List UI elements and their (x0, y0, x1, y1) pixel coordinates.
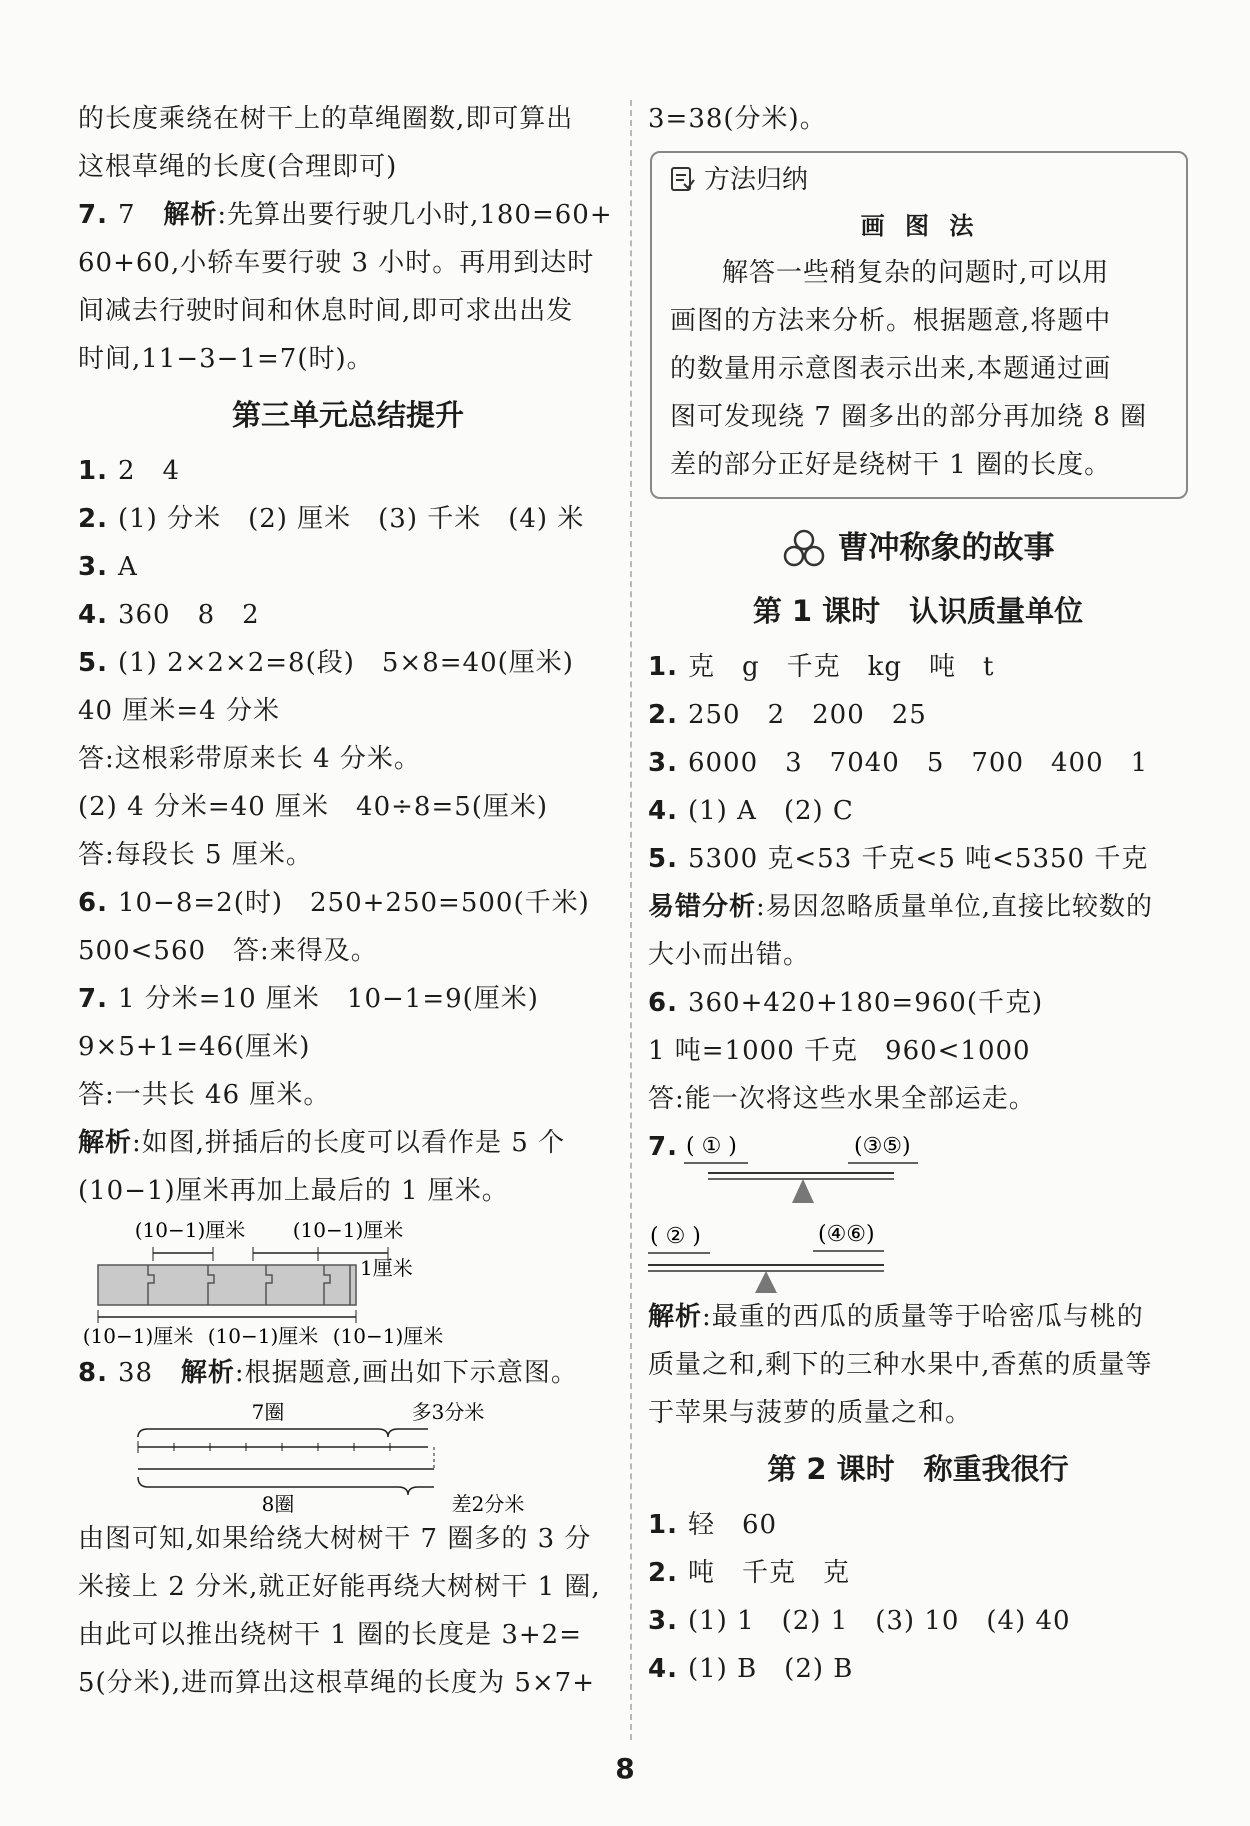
answer-6 (78, 879, 618, 927)
answer: 7 (117, 200, 136, 230)
text-line: 这根草绳的长度(合理即可) (78, 152, 398, 182)
analysis-text: :先算出要行驶几小时,180=60+ (217, 200, 613, 230)
answer-8 (78, 1349, 618, 1397)
scale-figures (648, 1123, 948, 1293)
box-title: 画 图 法 (860, 212, 980, 240)
answer-text: (1) B (2) B (687, 1654, 854, 1684)
balance-scales (648, 1123, 1188, 1293)
answer-4 (648, 787, 1188, 835)
error-analysis-label: 易错分析 (648, 892, 757, 922)
answer-3 (78, 543, 618, 591)
answer-text: (1) 1 (2) 1 (3) 10 (4) 40 (687, 1606, 1071, 1636)
answer-6 (648, 979, 1188, 1027)
analysis-label: 解析 (648, 1302, 703, 1332)
answer-2 (78, 495, 618, 543)
left-column (78, 95, 618, 1707)
analysis-text: :如图,拼插后的长度可以看作是 5 个 (132, 1128, 566, 1158)
question-number: 8. (78, 1358, 108, 1388)
answer-text: 10−8=2(时) 250+250=500(千米) (117, 888, 590, 918)
question-7 (78, 191, 618, 239)
text-line: 1 吨=1000 千克 960<1000 (648, 1036, 1031, 1066)
answer-text: A (117, 552, 138, 582)
text-line: 答:能一次将这些水果全部运走。 (648, 1084, 1036, 1114)
story-title-text: 曹冲称象的故事 (837, 530, 1055, 566)
question-number: 3. (648, 1606, 678, 1636)
answer-text: (1) A (2) C (687, 796, 854, 826)
answer-text: 6000 3 7040 5 700 400 1 (687, 748, 1149, 778)
story-title (648, 517, 1188, 579)
question-number: 1. (648, 652, 678, 682)
question-number: 4. (648, 1654, 678, 1684)
scale1-left: ( ① ) (686, 1134, 737, 1159)
answer-3 (648, 739, 1188, 787)
question-number: 7. (648, 1132, 678, 1162)
bottom-label: (10−1)厘米 (82, 1324, 194, 1348)
analysis (78, 1119, 618, 1167)
text-line: 的数量用示意图表示出来,本题通过画 (670, 354, 1112, 384)
question-number: 3. (78, 552, 108, 582)
bottom-label: (10−1)厘米 (207, 1324, 319, 1348)
top-label: 多3分米 (411, 1400, 485, 1424)
answer-text: 5300 克<53 千克<5 吨<5350 千克 (687, 844, 1149, 874)
question-number: 2. (648, 700, 678, 730)
answer-4 (648, 1645, 1188, 1693)
lesson-title: 第 1 课时 认识质量单位 (752, 594, 1084, 628)
analysis-text: :最重的西瓜的质量等于哈密瓜与桃的 (702, 1302, 1144, 1332)
analysis-text: :根据题意,画出如下示意图。 (234, 1358, 578, 1388)
answer-5 (78, 639, 618, 687)
analysis-label: 解析 (163, 200, 218, 230)
text-line: 40 厘米=4 分米 (78, 696, 280, 726)
answer-1 (648, 643, 1188, 691)
text-line: 的长度乘绕在树干上的草绳圈数,即可算出 (78, 104, 574, 134)
question-number: 6. (78, 888, 108, 918)
analysis-label: 解析 (78, 1128, 133, 1158)
text-line: 米接上 2 分米,就正好能再绕大树树干 1 圈, (78, 1572, 601, 1602)
answer-text: 360 8 2 (117, 600, 260, 630)
text-line: 答:这根彩带原来长 4 分米。 (78, 744, 421, 774)
scale1-right: (③⑤) (854, 1134, 911, 1159)
question-number: 6. (648, 988, 678, 1018)
text-line: 500<560 答:来得及。 (78, 936, 378, 966)
question-number: 5. (78, 648, 108, 678)
answer-text: 360+420+180=960(千克) (687, 988, 1044, 1018)
text-line: (10−1)厘米再加上最后的 1 厘米。 (78, 1176, 509, 1206)
bottom-label: 差2分米 (451, 1492, 525, 1516)
text-line: 画图的方法来分析。根据题意,将题中 (670, 306, 1112, 336)
answer-2 (648, 1549, 1188, 1597)
scale1-fulcrum (792, 1179, 814, 1203)
page-number: 8 (615, 1752, 635, 1785)
answer-text: (1) 分米 (2) 厘米 (3) 千米 (4) 米 (117, 504, 585, 534)
question-number: 5. (648, 844, 678, 874)
error-analysis-text: :易因忽略质量单位,直接比较数的 (756, 892, 1154, 922)
method-summary-box (650, 151, 1188, 499)
top-label: 7圈 (251, 1400, 285, 1424)
scale2-fulcrum (755, 1271, 777, 1293)
text-line: 由图可知,如果给绕大树树干 7 圈多的 3 分 (78, 1524, 592, 1554)
answer-text: (1) 2×2×2=8(段) 5×8=40(厘米) (117, 648, 574, 678)
answer: 38 (117, 1358, 154, 1388)
question-number: 2. (648, 1558, 678, 1588)
text-line: 3=38(分米)。 (648, 104, 827, 134)
bottom-label: 8圈 (261, 1492, 295, 1516)
question-number: 4. (78, 600, 108, 630)
lesson-title: 第 2 课时 称重我很行 (767, 1452, 1069, 1486)
scale2-right: (④⑥) (818, 1222, 875, 1247)
answer-text: 250 2 200 25 (687, 700, 927, 730)
rope-diagram (138, 1397, 558, 1515)
scale2-left: ( ② ) (650, 1224, 701, 1249)
question-number: 7. (78, 984, 108, 1014)
question-number: 7. (78, 200, 108, 230)
answer-4 (78, 591, 618, 639)
text-line: 图可发现绕 7 圈多出的部分再加绕 8 圈 (670, 402, 1148, 432)
text-line: 大小而出错。 (648, 940, 811, 970)
column-divider (630, 100, 632, 1740)
box-heading (670, 157, 1170, 203)
box-heading-text: 方法归纳 (704, 165, 809, 195)
text-line: 5(分米),进而算出这根草绳的长度为 5×7+ (78, 1668, 596, 1698)
question-number: 1. (78, 456, 108, 486)
answer-text: 2 4 (117, 456, 181, 486)
analysis (648, 1293, 1188, 1341)
bottom-label: (10−1)厘米 (332, 1324, 444, 1348)
top-label: (10−1)厘米 (134, 1218, 246, 1242)
text-line: 质量之和,剩下的三种水果中,香蕉的质量等 (648, 1350, 1153, 1380)
text-line: 时间,11−3−1=7(时)。 (78, 344, 374, 374)
text-line: 答:每段长 5 厘米。 (78, 840, 313, 870)
text-line: 60+60,小轿车要行驶 3 小时。再用到达时 (78, 248, 595, 278)
answer-3 (648, 1597, 1188, 1645)
answer-text: 1 分米=10 厘米 10−1=9(厘米) (117, 984, 539, 1014)
question-number: 4. (648, 796, 678, 826)
question-number: 3. (648, 748, 678, 778)
text-line: 9×5+1=46(厘米) (78, 1032, 311, 1062)
text-line: 差的部分正好是绕树干 1 圈的长度。 (670, 450, 1112, 480)
paper-strip (98, 1265, 356, 1305)
top-label: (10−1)厘米 (292, 1218, 404, 1242)
text-line: 由此可以推出绕树干 1 圈的长度是 3+2= (78, 1620, 582, 1650)
text-line: 解答一些稍复杂的问题时,可以用 (722, 258, 1110, 288)
text-line: (2) 4 分米=40 厘米 40÷8=5(厘米) (78, 792, 549, 822)
question-number: 2. (78, 504, 108, 534)
answer-5 (648, 835, 1188, 883)
note-icon (670, 166, 696, 194)
answer-text: 吨 千克 克 (687, 1558, 850, 1588)
answer-1 (78, 447, 618, 495)
side-label: 1厘米 (360, 1256, 413, 1280)
question-number: 1. (648, 1510, 678, 1540)
error-analysis (648, 883, 1188, 931)
text-line: 答:一共长 46 厘米。 (78, 1080, 331, 1110)
strip-diagram (82, 1215, 558, 1349)
answer-text: 克 g 千克 kg 吨 t (687, 652, 995, 682)
text-line: 间减去行驶时间和休息时间,即可求出出发 (78, 296, 574, 326)
right-column (648, 95, 1188, 1693)
section-title: 第三单元总结提升 (231, 398, 464, 432)
analysis-label: 解析 (180, 1358, 235, 1388)
answer-text: 轻 60 (687, 1510, 778, 1540)
text-line: 于苹果与菠萝的质量之和。 (648, 1398, 973, 1428)
answer-2 (648, 691, 1188, 739)
answer-7 (78, 975, 618, 1023)
trefoil-icon (782, 528, 826, 568)
answer-1 (648, 1501, 1188, 1549)
